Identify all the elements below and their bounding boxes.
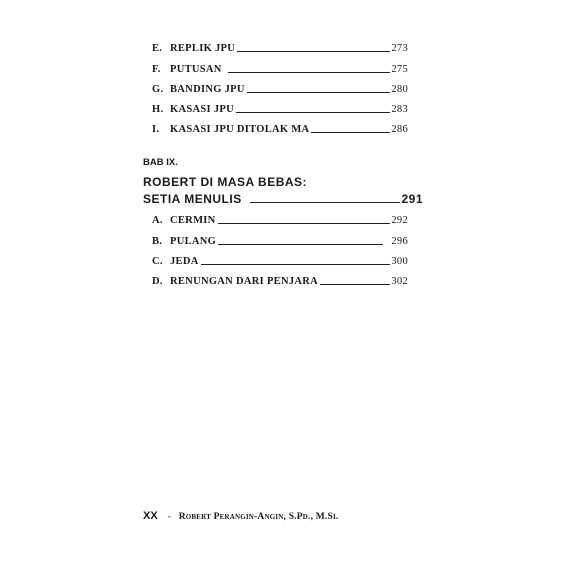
- leader-line: [247, 91, 391, 93]
- page-number: XX: [143, 510, 158, 522]
- toc-entry-letter: B.: [152, 236, 163, 247]
- toc-entry-page: 273: [391, 43, 408, 54]
- toc-entry: [152, 256, 408, 267]
- toc-entry: [152, 104, 408, 115]
- leader-line: [311, 131, 390, 133]
- toc-entry: [152, 276, 408, 287]
- toc-entry-letter: I.: [152, 124, 160, 135]
- chapter-label: BAB IX.: [143, 157, 178, 168]
- toc-entry-letter: A.: [152, 215, 163, 226]
- leader-line: [237, 50, 390, 52]
- toc-entry-page: 296: [391, 236, 408, 247]
- chapter-entry: [143, 192, 423, 206]
- chapter-title: ROBERT DI MASA BEBAS:: [143, 175, 308, 189]
- toc-entry: [152, 84, 408, 95]
- toc-entry: [152, 43, 408, 54]
- toc-entry: [152, 236, 408, 247]
- chapter-subtitle: SETIA MENULIS: [143, 192, 242, 206]
- toc-entry: [152, 64, 408, 75]
- leader-line: [236, 111, 390, 113]
- toc-entry-page: 302: [391, 276, 408, 287]
- toc-entry-letter: F.: [152, 64, 161, 75]
- toc-entry-title: KASASI JPU DITOLAK MA: [170, 124, 310, 135]
- leader-line: [218, 243, 383, 245]
- toc-entry-page: 286: [391, 124, 408, 135]
- toc-entry-letter: H.: [152, 104, 164, 115]
- author-name: Robert Perangin-Angin, S.Pd., M.Si.: [178, 512, 339, 522]
- toc-entry-letter: E.: [152, 43, 163, 54]
- footer-separator: -: [167, 511, 171, 521]
- leader-line: [201, 263, 391, 265]
- toc-entry-title: RENUNGAN DARI PENJARA: [170, 276, 319, 287]
- toc-entry-title: BANDING JPU: [170, 84, 245, 95]
- toc-entry: [152, 215, 408, 226]
- toc-entry-title: JEDA: [170, 256, 199, 267]
- toc-entry-page: 300: [391, 256, 408, 267]
- toc-entry: [152, 124, 408, 135]
- toc-entry-page: 275: [391, 64, 408, 75]
- toc-entry-page: 292: [391, 215, 408, 226]
- toc-entry-title: PULANG: [170, 236, 217, 247]
- toc-entry-letter: D.: [152, 276, 163, 287]
- toc-entry-page: 283: [391, 104, 408, 115]
- leader-line: [250, 201, 401, 203]
- page-footer: [143, 510, 338, 522]
- leader-line: [218, 222, 391, 224]
- toc-entry-page: 280: [391, 84, 408, 95]
- toc-entry-letter: G.: [152, 84, 164, 95]
- toc-entry-letter: C.: [152, 256, 163, 267]
- leader-line: [228, 71, 391, 73]
- leader-line: [320, 283, 390, 285]
- toc-entry-title: KASASI JPU: [170, 104, 234, 115]
- toc-entry-title: PUTUSAN: [170, 64, 222, 75]
- toc-entry-title: CERMIN: [170, 215, 216, 226]
- chapter-page: 291: [401, 192, 423, 206]
- toc-entry-title: REPLIK JPU: [170, 43, 236, 54]
